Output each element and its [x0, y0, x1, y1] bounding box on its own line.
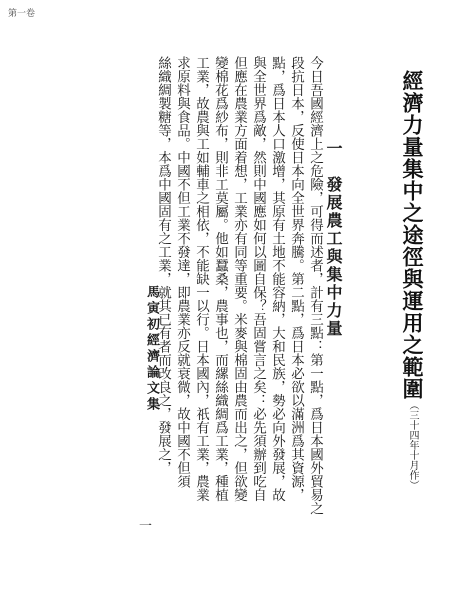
article-title-text: 經濟力量集中之途徑與運用之範圍: [400, 70, 425, 400]
body-column: 工業，故農與工如輔車之相依，不能缺一以行。日本國內，祇有工業，農業: [193, 56, 209, 502]
section-heading-text: 發展農工與集中力量: [324, 176, 343, 338]
corner-mark: 第一卷: [8, 9, 36, 19]
article-date: （三十四年十月作）: [407, 400, 418, 490]
section-number: 一: [324, 140, 343, 158]
body-column: 段抗日本，反使日本向全世界奔騰。第二點，爲日本必欲以滿洲爲其資源，: [288, 56, 304, 502]
body-column: 絲織綢製糖等，本爲中國固有之工業，就其已有者而改良之，發展之，: [155, 56, 171, 475]
body-column: 但應在農業方面着想，工業亦有同等重要。米麥與棉固由農而出之，但欲變: [231, 56, 247, 502]
book-title: 馬寅初經濟論文集: [144, 285, 159, 413]
body-column: 今日吾國經濟上之危險，可得而述者，計有三點：第一點，爲日本國外貿易之: [307, 56, 323, 515]
body-column: 變棉花爲紗布，則非工莫屬。他如蠶桑，農事也，而縲絲織綢爲工業，種植: [212, 56, 228, 502]
article-title: [397, 70, 427, 580]
section-heading: [322, 140, 345, 440]
body-column: 點，爲日本人口激增，其原有土地不能容納，大和民族，勢必向外發展，故: [269, 56, 285, 502]
body-column: 求原料與食品。中國不但工業不發達，即農業亦反就衰微，故中國不但須: [174, 56, 190, 488]
body-column: 與全世界爲敵，然則中國應如何以圖自保？吾固嘗言之矣：必先須辦到吃自: [250, 56, 266, 502]
page-number: 一: [139, 519, 153, 534]
